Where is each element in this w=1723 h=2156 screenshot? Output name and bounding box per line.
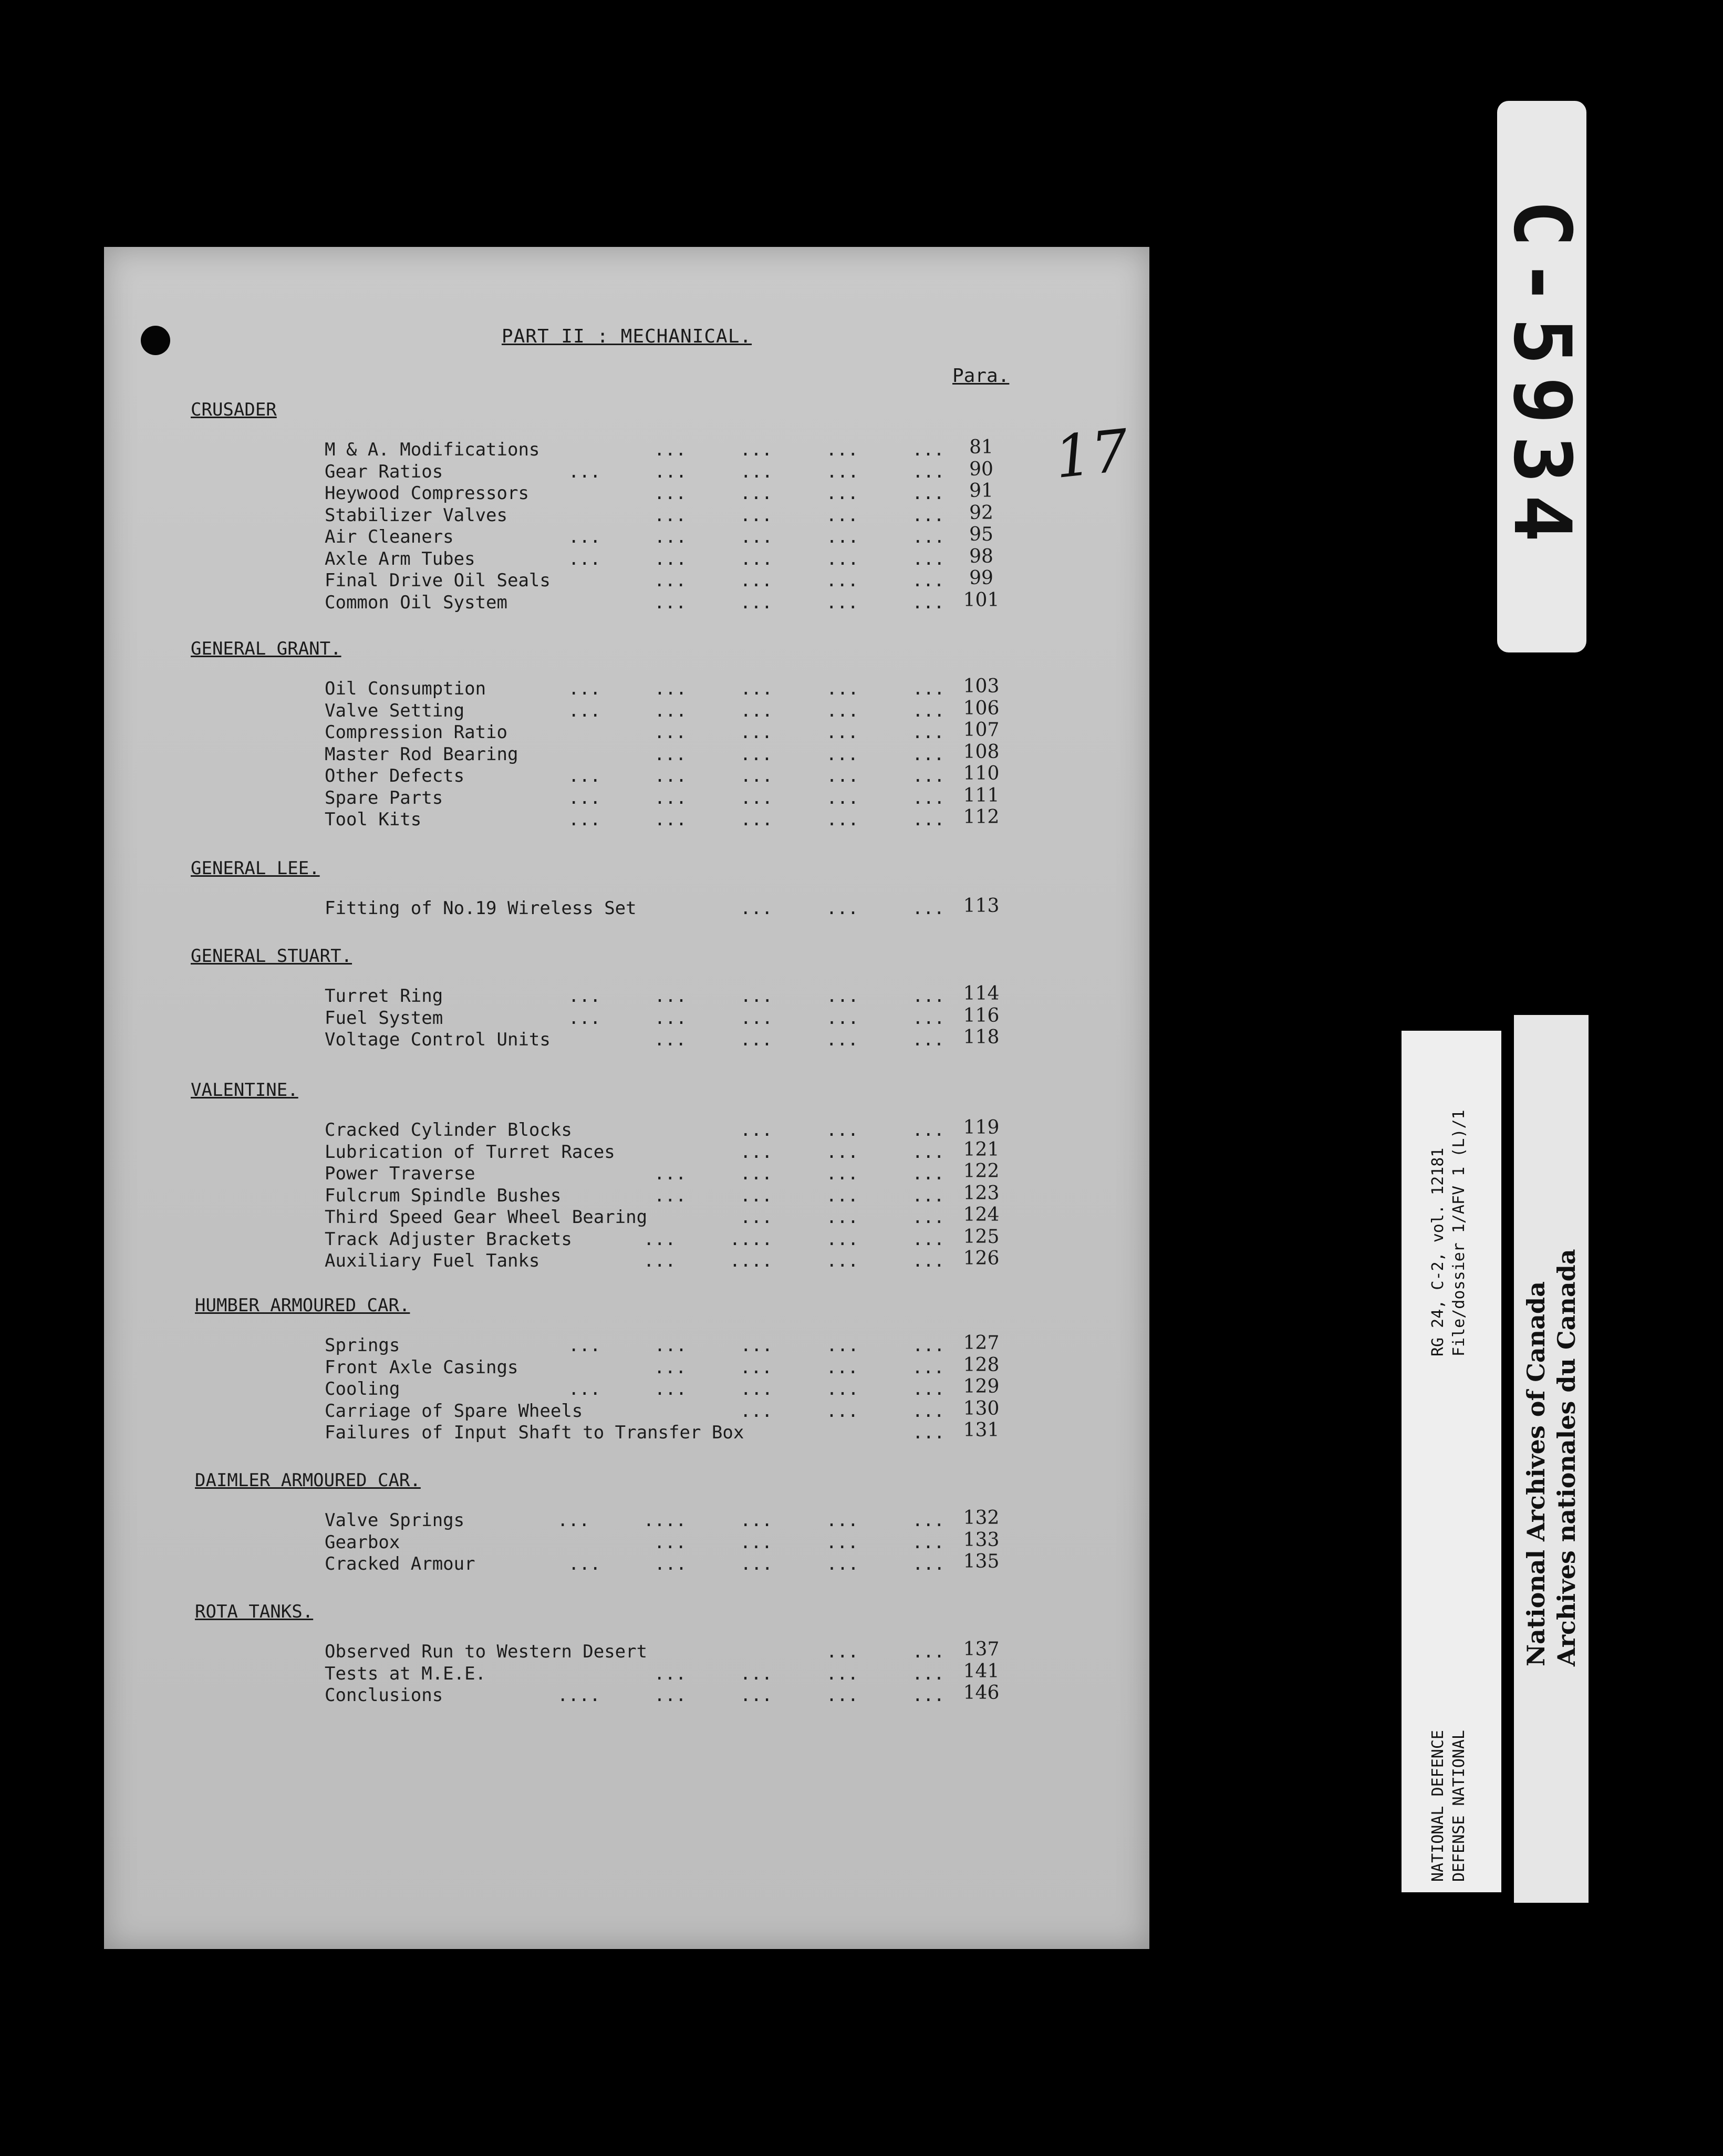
toc-entry: [104, 1228, 1050, 1250]
toc-entry-label: Auxiliary Fuel Tanks: [325, 1250, 540, 1271]
toc-entry-label: Oil Consumption: [325, 678, 486, 699]
toc-entry: [104, 985, 1050, 1007]
toc-entry-para-number: 111: [963, 784, 1000, 806]
toc-entry-leader-dots: ... ... ...: [740, 1207, 944, 1228]
toc-entry-leader-dots: ... ... ... ... ...: [568, 765, 945, 786]
toc-entry: [104, 1378, 1050, 1400]
toc-entry-label: Gear Ratios: [325, 461, 443, 482]
toc-entry-label: Voltage Control Units: [325, 1029, 551, 1050]
toc-entry-para-number: 130: [963, 1397, 1000, 1419]
toc-entry-para-number: 107: [963, 719, 1000, 741]
toc-entry-para-number: 92: [969, 502, 993, 524]
toc-entry-leader-dots: ... ... ... ... ...: [568, 1007, 945, 1029]
toc-entry-para-number: 106: [963, 697, 1000, 719]
toc-entry-leader-dots: ... ... ... ... ...: [568, 1553, 945, 1574]
toc-entry-label: Other Defects: [325, 765, 465, 786]
toc-entry-para-number: 103: [963, 676, 1000, 697]
toc-entry-para-number: 128: [963, 1354, 1000, 1376]
toc-entry-label: Carriage of Spare Wheels: [325, 1400, 583, 1422]
archives-name-english: National Archives of Canada: [1522, 1281, 1550, 1666]
toc-entry: [104, 504, 1050, 526]
toc-entry-label: Air Cleaners: [325, 526, 454, 547]
section-heading: GENERAL LEE.: [191, 858, 320, 879]
toc-entry-para-number: 108: [963, 741, 1000, 763]
toc-entry-label: Tests at M.E.E.: [325, 1663, 486, 1684]
section-heading: GENERAL GRANT.: [191, 638, 341, 659]
section-heading: DAIMLER ARMOURED CAR.: [195, 1470, 421, 1491]
toc-entry-leader-dots: ... ... ...: [740, 898, 944, 919]
toc-entry-para-number: 81: [969, 437, 993, 458]
toc-entry: [104, 1160, 1050, 1185]
toc-entry-para-number: 125: [963, 1226, 1000, 1248]
toc-entry-label: Conclusions: [325, 1685, 443, 1706]
toc-entry-label: Turret Ring: [325, 986, 443, 1007]
toc-entry-leader-dots: ... ... ... ...: [654, 504, 944, 526]
frame-number: C-5934: [1496, 200, 1587, 554]
toc-entry-para-number: 116: [963, 1004, 1000, 1027]
toc-entry-leader-dots: ... ... ... ... ...: [568, 700, 945, 721]
toc-entry-label: Fitting of No.19 Wireless Set: [325, 898, 637, 919]
toc-entry-label: M & A. Modifications: [325, 439, 540, 460]
toc-entry-label: Spare Parts: [325, 787, 443, 809]
toc-entry: [104, 1356, 1050, 1378]
toc-entry-leader-dots: ... ... ... ...: [654, 1185, 944, 1206]
toc-entry-leader-dots: ... ... ...: [740, 1141, 944, 1163]
reference-line-2: File/dossier 1/AFV 1 (L)/1: [1450, 1110, 1468, 1356]
toc-entry-para-number: 135: [963, 1551, 1000, 1572]
toc-entry-leader-dots: ... ... ... ...: [654, 722, 944, 743]
toc-entry: [104, 897, 1050, 919]
toc-entry-para-number: 141: [963, 1660, 1000, 1682]
toc-entry-para-number: 133: [963, 1529, 1000, 1551]
toc-entry-para-number: 112: [963, 806, 1000, 828]
toc-entry: [104, 1509, 1050, 1531]
toc-entry-label: Springs: [325, 1335, 400, 1356]
section-heading: HUMBER ARMOURED CAR.: [195, 1295, 410, 1316]
toc-entry: [104, 589, 1050, 614]
section-heading: CRUSADER: [191, 399, 277, 420]
toc-entry-para-number: 129: [963, 1376, 1000, 1397]
toc-entry: [104, 1119, 1050, 1141]
toc-entry-leader-dots: ... .... ... ... ...: [557, 1510, 944, 1531]
toc-entry: [104, 1641, 1050, 1663]
toc-entry-para-number: 113: [963, 895, 1000, 917]
toc-entry-leader-dots: ... ... ... ... ...: [568, 1378, 945, 1400]
toc-entry: [104, 721, 1050, 743]
toc-entry-para-number: 126: [963, 1248, 1000, 1269]
toc-entry-label: Valve Setting: [325, 700, 465, 721]
toc-entry-leader-dots: ... ... ... ...: [654, 1163, 944, 1184]
toc-entry-leader-dots: ... ... ... ... ...: [568, 526, 945, 547]
toc-entry-label: Front Axle Casings: [325, 1356, 518, 1378]
toc-entry-leader-dots: ... .... ... ...: [643, 1250, 945, 1271]
toc-entry: [104, 1660, 1050, 1685]
toc-entry-leader-dots: ... ... ... ...: [654, 439, 944, 460]
toc-entry: [104, 569, 1050, 592]
toc-entry-para-number: 98: [969, 545, 993, 567]
toc-entry-para-number: 123: [963, 1182, 1000, 1204]
toc-entry-label: Tool Kits: [325, 809, 422, 830]
toc-entry-leader-dots: ... ... ...: [740, 1400, 944, 1422]
toc-entry: [104, 1684, 1050, 1706]
toc-entry-para-number: 118: [963, 1027, 1000, 1048]
toc-entry: [104, 678, 1050, 700]
toc-entry: [104, 526, 1050, 548]
toc-entry-label: Lubrication of Turret Races: [325, 1141, 615, 1163]
toc-entry-leader-dots: ... ...: [826, 1641, 945, 1662]
toc-entry-para-number: 101: [963, 589, 1000, 611]
toc-entry-para-number: 132: [963, 1507, 1000, 1529]
toc-entry: [104, 806, 1050, 831]
toc-entry-leader-dots: ... ... ... ... ...: [568, 461, 945, 482]
toc-entry: [104, 1419, 1050, 1444]
toc-entry-label: Final Drive Oil Seals: [325, 570, 551, 591]
para-column-header: Para.: [952, 365, 1010, 387]
toc-entry-label: Heywood Compressors: [325, 483, 529, 504]
toc-entry-label: Compression Ratio: [325, 722, 507, 743]
toc-entry: [104, 1138, 1050, 1163]
toc-entry-label: Stabilizer Valves: [325, 504, 507, 526]
handwritten-page-number: 17: [1051, 417, 1132, 491]
toc-entry: [104, 765, 1050, 787]
toc-entry-label: Fulcrum Spindle Bushes: [325, 1185, 562, 1206]
toc-entry-para-number: 91: [969, 480, 993, 502]
toc-entry-para-number: 90: [969, 458, 993, 480]
toc-entry: [104, 743, 1050, 765]
toc-entry-leader-dots: ... ... ... ...: [654, 1663, 944, 1684]
toc-entry-label: Valve Springs: [325, 1510, 465, 1531]
toc-entry-label: Gearbox: [325, 1531, 400, 1553]
toc-entry-leader-dots: ... ... ... ...: [654, 1531, 944, 1553]
page-title: PART II : MECHANICAL.: [501, 326, 752, 347]
toc-entry-leader-dots: ...: [912, 1422, 945, 1443]
toc-entry-leader-dots: ... ... ... ... ...: [568, 548, 945, 569]
document-page: [104, 247, 1149, 1949]
toc-entry-label: Third Speed Gear Wheel Bearing: [325, 1207, 648, 1228]
toc-entry-para-number: 124: [963, 1204, 1000, 1226]
toc-entry-label: Cracked Cylinder Blocks: [325, 1120, 572, 1141]
toc-entry-label: Track Adjuster Brackets: [325, 1228, 572, 1250]
toc-entry-leader-dots: ... ... ...: [740, 1120, 944, 1141]
toc-entry-label: Master Rod Bearing: [325, 743, 518, 765]
toc-entry-label: Cooling: [325, 1378, 400, 1400]
toc-entry: [104, 439, 1050, 461]
toc-entry-leader-dots: ... ... ... ...: [654, 1029, 944, 1050]
toc-entry-leader-dots: ... ... ... ...: [654, 743, 944, 765]
toc-entry-leader-dots: ... ... ... ...: [654, 1356, 944, 1378]
toc-entry-leader-dots: ... ... ... ...: [654, 592, 944, 613]
archive-reference-stamp: [1402, 1031, 1501, 1892]
department-line-2: DEFENSE NATIONAL: [1450, 1730, 1468, 1882]
toc-entry: [104, 784, 1050, 809]
toc-entry-label: Fuel System: [325, 1007, 443, 1029]
toc-entry: [104, 1029, 1050, 1051]
toc-entry: [104, 1206, 1050, 1228]
toc-entry: [104, 1004, 1050, 1029]
toc-entry-leader-dots: ... ... ... ...: [654, 483, 944, 504]
microfilm-frame-label: [1497, 101, 1586, 652]
toc-entry: [104, 1250, 1050, 1272]
toc-entry: [104, 482, 1050, 504]
toc-entry-label: Cracked Armour: [325, 1553, 475, 1574]
toc-entry-para-number: 95: [969, 524, 993, 545]
toc-entry-leader-dots: ... .... ... ...: [643, 1228, 945, 1250]
toc-entry-para-number: 122: [963, 1160, 1000, 1182]
national-archives-stamp: [1514, 1015, 1589, 1903]
toc-entry-para-number: 127: [963, 1332, 1000, 1354]
section-heading: ROTA TANKS.: [195, 1601, 314, 1622]
toc-entry-label: Common Oil System: [325, 592, 507, 613]
toc-entry-label: Observed Run to Western Desert: [325, 1641, 648, 1662]
section-heading: VALENTINE.: [191, 1080, 298, 1101]
toc-entry: [104, 1531, 1050, 1553]
toc-entry: [104, 1182, 1050, 1207]
toc-entry-para-number: 146: [963, 1682, 1000, 1704]
toc-entry-leader-dots: ... ... ... ... ...: [568, 809, 945, 830]
toc-entry: [104, 697, 1050, 722]
toc-entry-leader-dots: ... ... ... ... ...: [568, 787, 945, 809]
toc-entry: [104, 1553, 1050, 1575]
toc-entry-para-number: 137: [963, 1639, 1000, 1660]
toc-entry-leader-dots: ... ... ... ... ...: [568, 986, 945, 1007]
toc-entry-para-number: 110: [963, 763, 1000, 784]
toc-entry-label: Power Traverse: [325, 1163, 475, 1184]
toc-entry: [104, 1334, 1050, 1356]
department-line-1: NATIONAL DEFENCE: [1429, 1730, 1447, 1882]
toc-entry-leader-dots: ... ... ... ...: [654, 570, 944, 591]
toc-entry-leader-dots: .... ... ... ... ...: [557, 1685, 944, 1706]
toc-entry-para-number: 119: [963, 1117, 1000, 1138]
toc-entry-leader-dots: ... ... ... ... ...: [568, 1335, 945, 1356]
toc-entry-label: Axle Arm Tubes: [325, 548, 475, 569]
toc-entry: [104, 545, 1050, 570]
toc-entry: [104, 1397, 1050, 1422]
toc-entry-label: Failures of Input Shaft to Transfer Box: [325, 1422, 744, 1443]
toc-entry-para-number: 131: [963, 1419, 1000, 1441]
toc-entry-leader-dots: ... ... ... ... ...: [568, 678, 945, 699]
archives-name-french: Archives nationales du Canada: [1552, 1249, 1581, 1666]
toc-entry: [104, 458, 1050, 483]
toc-entry-para-number: 99: [969, 567, 993, 589]
toc-entry-para-number: 114: [963, 983, 1000, 1004]
section-heading: GENERAL STUART.: [191, 946, 352, 967]
toc-entry-para-number: 121: [963, 1138, 1000, 1160]
reference-line-1: RG 24, C-2, vol. 12181: [1429, 1147, 1447, 1356]
